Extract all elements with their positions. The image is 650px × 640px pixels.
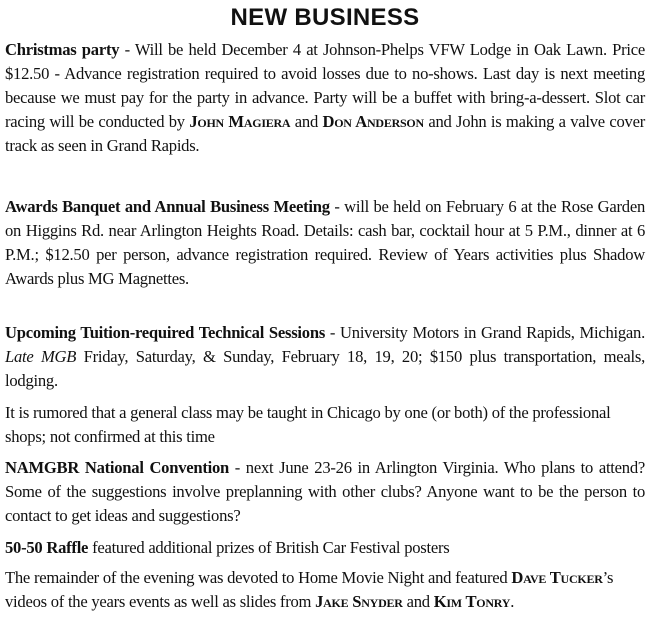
person-name-kim-tonry: Kim Tonry (433, 592, 511, 611)
awards-banquet-item (5, 195, 645, 291)
tuition-sessions-text-1: - University Motors in Grand Rapids, Michigan. (325, 323, 645, 342)
remainder-text-4: . (510, 592, 515, 611)
remainder-text-2: ’s videos of the years events as well as slides from (5, 568, 614, 611)
awards-banquet-text: - will be held on February 6 at the Rose Garden on Higgins Rd. near Arlington Heights Road. Details: cash bar, cocktail hour at 5 P.M., dinner at 6 P.M.; $12.50 per person, advance registration required. Review of Years activities plus Shadow Awards plus MG Magnettes. (5, 197, 646, 288)
national-convention-text: - next June 23-26 in Arlington Virginia. Who plans to attend? Some of the suggestions involve preplanning with other clubs? Anyone want to be the person to contact to get ideas and suggestions? (5, 458, 645, 525)
christmas-party-title: Christmas party (5, 40, 120, 59)
tuition-sessions-title: Upcoming Tuition-required Technical Sessions (5, 323, 326, 342)
christmas-party-item (5, 38, 645, 158)
awards-banquet-title: Awards Banquet and Annual Business Meeting (5, 197, 330, 216)
section-heading: NEW BUSINESS (230, 4, 420, 31)
christmas-party-text-3: and John is making a valve cover track as seen in Grand Rapids. (5, 112, 645, 155)
tuition-sessions-item (5, 321, 645, 393)
raffle-item (5, 536, 645, 560)
rumor-text: It is rumored that a general class may be taught in Chicago by one (or both) of the professional shops; not confirmed at this time (5, 403, 611, 446)
remainder-text-1: The remainder of the evening was devoted to Home Movie Night and featured (5, 568, 512, 587)
remainder-text-3: and (402, 592, 434, 611)
christmas-party-text-2: and (290, 112, 323, 131)
remainder-item (5, 566, 645, 614)
course-name: Late MGB (5, 347, 77, 366)
raffle-text: featured additional prizes of British Car Festival posters (88, 538, 450, 557)
national-convention-item (5, 456, 645, 528)
person-name-dave-tucker: Dave Tucker (511, 568, 603, 587)
national-convention-title: NAMGBR National Convention (5, 458, 230, 477)
christmas-party-text-1: - Will be held December 4 at Johnson-Phelps VFW Lodge in Oak Lawn. Price $12.50 - Advance registration required to avoid losses due to no-shows. Last day is next meeting because we must pay for the party in advance. Party will be a buffet with bring-a-dessert. Slot car racing will be conducted by (5, 40, 645, 131)
rumor-item (5, 401, 645, 449)
person-name-john-magiera: John Magiera (189, 112, 291, 131)
tuition-sessions-text-2: Friday, Saturday, & Sunday, February 18, 19, 20; $150 plus transportation, meals, lodging. (5, 347, 645, 390)
raffle-title: 50-50 Raffle (5, 538, 89, 557)
person-name-don-anderson: Don Anderson (322, 112, 424, 131)
person-name-jake-snyder: Jake Snyder (315, 592, 403, 611)
